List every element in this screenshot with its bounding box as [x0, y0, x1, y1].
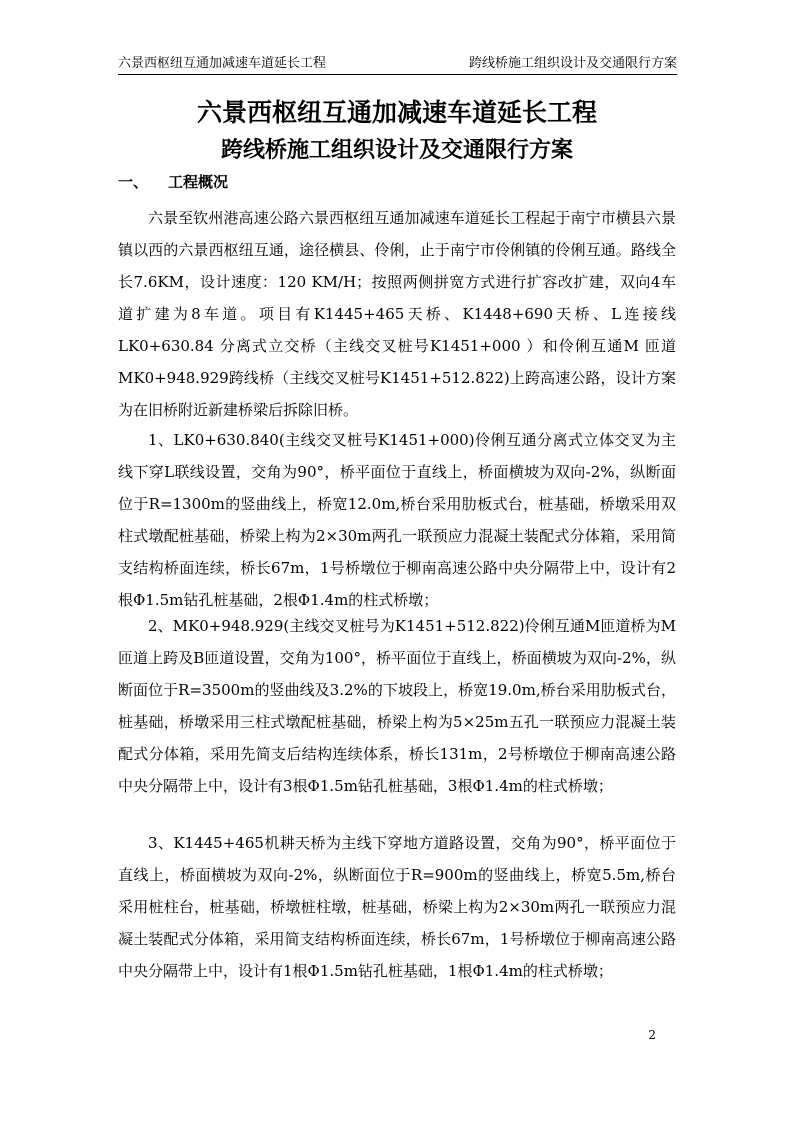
- page-header: [118, 54, 677, 75]
- paragraph-text: 1、LK0+630.840(主线交叉桩号K1451+000)伶俐互通分离式立体交叉为主线下穿L联线设置，交角为90°，桥平面位于直线上，桥面横坡为双向-2%，纵断面位于R=1300m的竖曲线上，桥宽12.0m,桥台采用肋板式台，桩基础，桥墩采用双柱式墩配桩基础，桥梁上构为2×30m两孔一联预应力混凝土装配式分体箱，采用简支结构桥面连续，桥长67m，1号桥墩位于柳南高速公路中央分隔带上中，设计有2根Φ1.5m钻孔桩基础，2根Φ1.4m的柱式桥墩；: [118, 431, 676, 609]
- paragraph-item-3: [118, 827, 676, 987]
- section-heading: [118, 170, 228, 194]
- paragraph-text: 3、K1445+465机耕天桥为主线下穿地方道路设置，交角为90°，桥平面位于直线上，桥面横坡为双向-2%，纵断面位于R=900m的竖曲线上，桥宽5.5m,桥台采用桩柱台，桩基础，桥墩桩柱墩，桩基础，桥梁上构为2×30m两孔一联预应力混凝土装配式分体箱，采用简支结构桥面连续，桥长67m，1号桥墩位于柳南高速公路中央分隔带上中，设计有1根Φ1.5m钻孔桩基础，1根Φ1.4m的柱式桥墩；: [118, 834, 676, 980]
- paragraph-overview: [118, 202, 676, 426]
- page-number: 2: [648, 1028, 656, 1042]
- document-subtitle: 跨线桥施工组织设计及交通限行方案: [220, 137, 573, 163]
- document-title: 六景西枢纽互通加减速车道延长工程: [196, 98, 597, 127]
- header-left-text: 六景西枢纽互通加减速车道延长工程: [118, 56, 327, 71]
- paragraph-text: 2、MK0+948.929(主线交叉桩号为K1451+512.822)伶俐互通M匝道桥为M匝道上跨及B匝道设置，交角为100°，桥平面位于直线上，桥面横坡为双向-2%，纵断面位于R=3500m的竖曲线及3.2%的下坡段上，桥宽19.0m,桥台采用肋板式台，桩基础，桥墩采用三柱式墩配桩基础，桥梁上构为5×25m五孔一联预应力混凝土装配式分体箱，采用先简支后结构连续体系，桥长131m，2号桥墩位于柳南高速公路中央分隔带上中，设计有3根Φ1.5m钻孔桩基础，3根Φ1.4m的柱式桥墩；: [118, 617, 676, 795]
- paragraph-item-1: [118, 424, 676, 616]
- section-title: 工程概况: [168, 173, 229, 191]
- header-right-text: 跨线桥施工组织设计及交通限行方案: [468, 56, 677, 71]
- paragraph-text: 六景至钦州港高速公路六景西枢纽互通加减速车道延长工程起于南宁市横县六景镇以西的六景西枢纽互通，途径横县、伶俐，止于南宁市伶俐镇的伶俐互通。路线全长7.6KM，设计速度：120 KM/H；按照两侧拼宽方式进行扩容改扩建，双向4车道扩建为8车道。项目有K1445+465天桥、K1448+690天桥、L连接线LK0+630.84 分离式立交桥（主线交叉桩号K1451+000 ）和伶俐互通M 匝道MK0+948.929跨线桥（主线交叉桩号K1451+512.822)上跨高速公路，设计方案为在旧桥附近新建桥梁后拆除旧桥。: [118, 209, 676, 419]
- paragraph-item-2: [118, 610, 676, 802]
- section-number: 一、: [118, 173, 149, 191]
